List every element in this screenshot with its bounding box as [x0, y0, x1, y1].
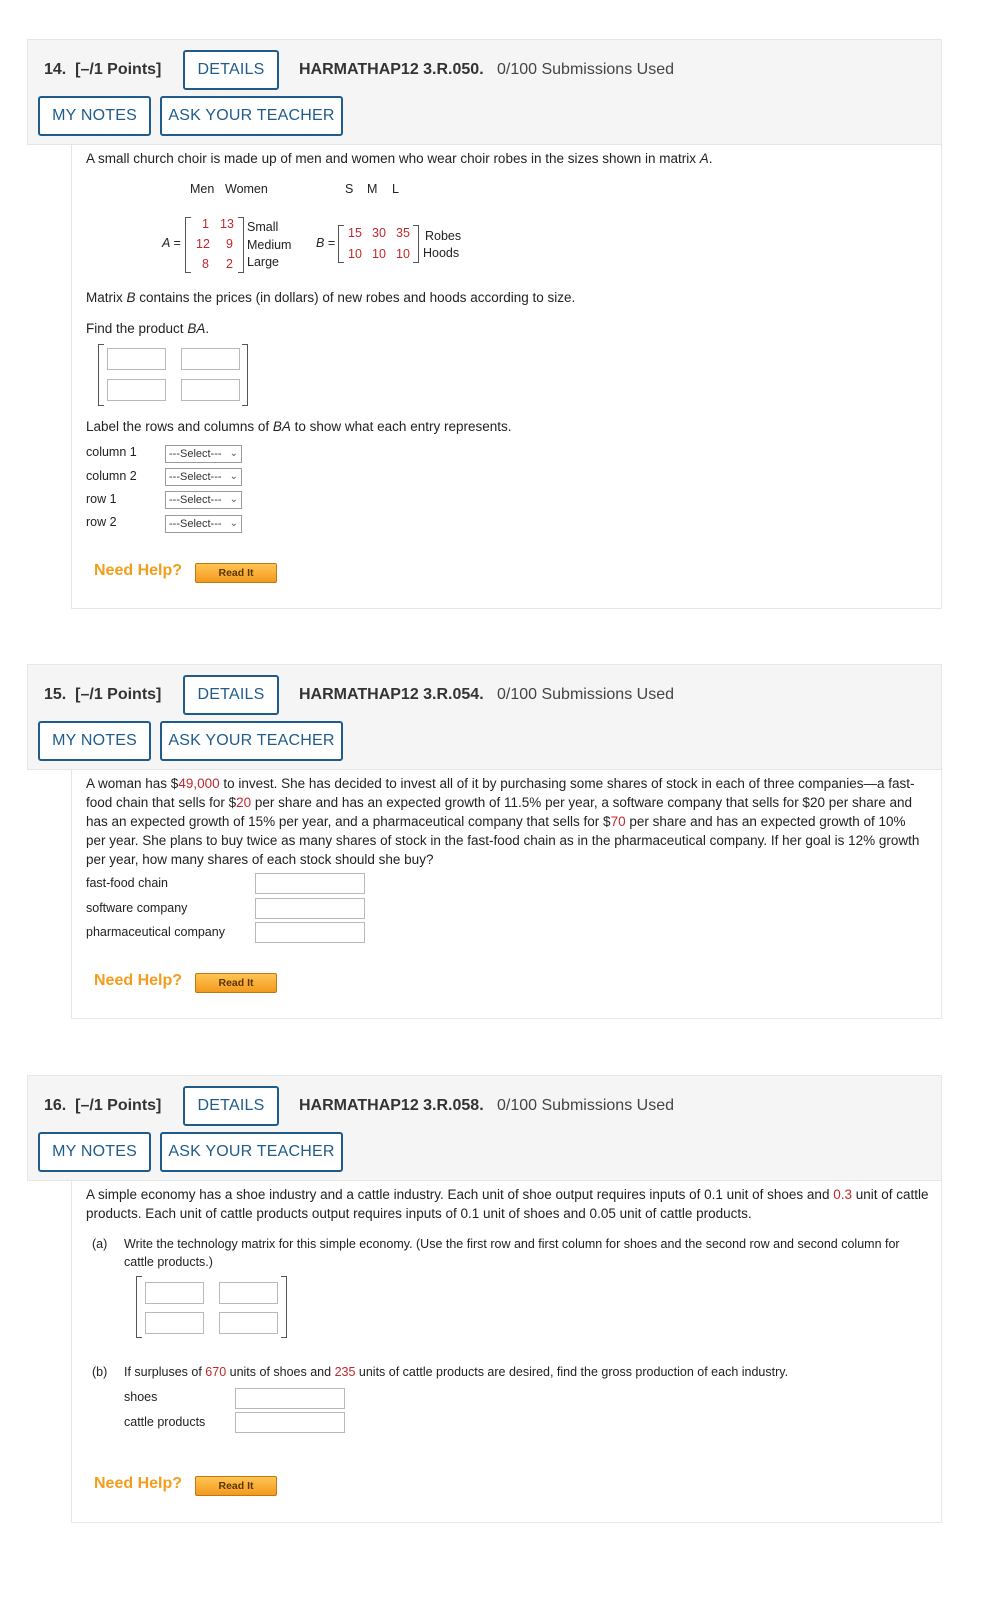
q15-my-notes-button[interactable]: MY NOTES: [38, 721, 151, 761]
matrix-a-col-men: Men: [190, 182, 215, 196]
matrix-a-cell: 2: [226, 257, 233, 271]
matrix-a-cell: 9: [226, 237, 233, 251]
q15-need-help: Need Help?: [94, 972, 183, 989]
q15-body: [71, 770, 942, 1019]
q14-label-prefix: Label the rows and columns of: [86, 419, 273, 434]
q14-body: [71, 145, 942, 609]
q14-label-var: BA: [272, 419, 291, 434]
q14-label-text: [86, 417, 512, 436]
part-b-label: (b): [92, 1365, 108, 1379]
matrix-b-col-s: S: [345, 182, 354, 196]
part-b-cattle-surplus: 235: [334, 1365, 356, 1379]
q16-number: [44, 1097, 161, 1115]
q14-intro-suffix: .: [708, 151, 713, 166]
q14-details-button[interactable]: DETAILS: [183, 50, 279, 90]
q16-submissions: 0/100 Submissions Used: [497, 1097, 674, 1114]
matrix-a-left-bracket: [185, 217, 191, 273]
ba-input-r2c1[interactable]: [107, 379, 166, 401]
part-b-text-1: If surpluses of: [124, 1365, 206, 1379]
matrix-a-row-large: Large: [247, 255, 279, 269]
ba-right-bracket: [242, 344, 248, 406]
matrix-b-right-bracket: [413, 225, 419, 263]
part-a-text: Write the technology matrix for this simple economy. (Use the first row and first column for shoes and the second row and second column for cattle products.): [124, 1237, 900, 1269]
matrix-b-left-bracket: [338, 225, 344, 263]
q15-problem-text: [86, 774, 926, 869]
q15-price-1: 20: [236, 795, 252, 810]
matrix-b-cell: 10: [372, 247, 386, 261]
q14-intro: [86, 149, 713, 168]
matrix-b-cell: 10: [396, 247, 410, 261]
matrix-b-cell: 10: [348, 247, 362, 261]
select-row-2[interactable]: [165, 515, 242, 533]
label-column-1: column 1: [86, 445, 137, 459]
q14-intro-var: A: [699, 151, 709, 166]
chevron-down-icon: ⌄: [229, 471, 238, 482]
q16-text-1: A simple economy has a shoe industry and a cattle industry. Each unit of shoe output requires inputs of 0.1 unit of shoes and: [86, 1187, 834, 1202]
matrix-b-label: B =: [316, 236, 336, 250]
label-row-2: row 2: [86, 515, 117, 529]
select-column-2[interactable]: [165, 468, 242, 486]
label-software: software company: [86, 901, 188, 915]
q15-header: [27, 664, 942, 770]
q16-number-text: 16.: [44, 1097, 67, 1114]
tech-matrix-left-bracket: [136, 1276, 142, 1338]
q14-matrix-b-text: [86, 288, 575, 307]
label-fast-food: fast-food chain: [86, 876, 168, 890]
q14-points: [–/1 Points]: [75, 61, 162, 78]
select-column-1-value: ---Select---: [169, 448, 222, 460]
q14-find-prefix: Find the product: [86, 321, 188, 336]
matrix-a-col-women: Women: [225, 182, 268, 196]
q16-header: [27, 1075, 942, 1181]
q15-number: [44, 686, 161, 704]
label-pharmaceutical: pharmaceutical company: [86, 925, 225, 939]
q14-b-var: B: [126, 290, 136, 305]
matrix-b-cell: 15: [348, 226, 362, 240]
label-row-1: row 1: [86, 492, 117, 506]
q16-my-notes-button[interactable]: MY NOTES: [38, 1132, 151, 1172]
q14-code: HARMATHAP12 3.R.050.: [299, 61, 484, 78]
q14-need-help: Need Help?: [94, 562, 183, 579]
ba-input-r1c1[interactable]: [107, 348, 166, 370]
tech-input-r2c2[interactable]: [219, 1312, 278, 1334]
matrix-a-label: A =: [162, 236, 181, 250]
matrix-a-right-bracket: [238, 217, 244, 273]
select-row-1[interactable]: [165, 491, 242, 509]
q16-red-value: 0.3: [833, 1187, 852, 1202]
cattle-products-input[interactable]: [235, 1412, 345, 1433]
chevron-down-icon: ⌄: [229, 448, 238, 459]
q14-find-text: [86, 319, 209, 338]
part-b-text: [124, 1363, 929, 1382]
pharmaceutical-input[interactable]: [255, 922, 365, 943]
part-b-shoes-surplus: 670: [205, 1365, 227, 1379]
select-column-1[interactable]: [165, 445, 242, 463]
q14-find-var: BA: [187, 321, 206, 336]
tech-matrix-right-bracket: [281, 1276, 287, 1338]
q15-text-2: to invest. She has decided to invest all of it by purchasing some shares of stock in each of three companies—a fast-food chain that sells for $: [86, 776, 915, 810]
matrix-a-cell: 12: [196, 237, 210, 251]
q16-read-it-button[interactable]: Read It: [195, 1476, 277, 1496]
tech-input-r2c1[interactable]: [145, 1312, 204, 1334]
software-input[interactable]: [255, 898, 365, 919]
q14-find-suffix: .: [205, 321, 210, 336]
fast-food-input[interactable]: [255, 873, 365, 894]
chevron-down-icon: ⌄: [229, 518, 238, 529]
tech-input-r1c1[interactable]: [145, 1282, 204, 1304]
q15-ask-teacher-button[interactable]: ASK YOUR TEACHER: [160, 721, 343, 761]
q15-text-4: per share and has an expected growth of 10% per year. She plans to buy twice as many shares of stock in the fast-food chain as in the pharmaceutical company. If her goal is 12% growth per year, how many shares of each stock should she buy?: [86, 814, 920, 867]
select-row-1-value: ---Select---: [169, 494, 222, 506]
q16-ask-teacher-button[interactable]: ASK YOUR TEACHER: [160, 1132, 343, 1172]
shoes-input[interactable]: [235, 1388, 345, 1409]
q15-points: [–/1 Points]: [75, 686, 162, 703]
q14-number-text: 14.: [44, 61, 67, 78]
ba-left-bracket: [98, 344, 104, 406]
q15-amount: 49,000: [178, 776, 220, 791]
q15-submissions: 0/100 Submissions Used: [497, 686, 674, 703]
q16-text-2: unit of cattle products. Each unit of cattle products output requires inputs of 0.1 unit of shoes and 0.05 unit of cattle products.: [86, 1187, 929, 1221]
q16-details-button[interactable]: DETAILS: [183, 1086, 279, 1126]
q15-text-3: per share and has an expected growth of 11.5% per year, a software company that sells for $20 per share and has an expected growth of 15% per year, and a pharmaceutical company that sells for $: [86, 795, 913, 829]
q14-read-it-button[interactable]: Read It: [195, 563, 277, 583]
matrix-a-cell: 8: [202, 257, 209, 271]
q14-intro-text: A small church choir is made up of men and women who wear choir robes in the sizes shown in matrix: [86, 151, 700, 166]
part-b-text-3: units of cattle products are desired, find the gross production of each industry.: [355, 1365, 789, 1379]
label-column-2: column 2: [86, 469, 137, 483]
q16-need-help: Need Help?: [94, 1475, 183, 1492]
q15-number-text: 15.: [44, 686, 67, 703]
q16-code: HARMATHAP12 3.R.058.: [299, 1097, 484, 1114]
q15-read-it-button[interactable]: Read It: [195, 973, 277, 993]
q14-b-suffix: contains the prices (in dollars) of new robes and hoods according to size.: [135, 290, 576, 305]
q14-b-prefix: Matrix: [86, 290, 127, 305]
q14-ask-teacher-button[interactable]: ASK YOUR TEACHER: [160, 96, 343, 136]
q15-text-1: A woman has $: [86, 776, 179, 791]
matrix-a-cell: 13: [220, 217, 234, 231]
part-b-text-2: units of shoes and: [226, 1365, 335, 1379]
label-shoes: shoes: [124, 1390, 158, 1404]
label-cattle-products: cattle products: [124, 1415, 206, 1429]
matrix-b-row-robes: Robes: [425, 229, 462, 243]
matrix-b-cell: 35: [396, 226, 410, 240]
select-column-2-value: ---Select---: [169, 471, 222, 483]
q16-body: [71, 1181, 942, 1523]
q16-problem-text: [86, 1185, 931, 1223]
matrix-a-row-medium: Medium: [247, 238, 292, 252]
q14-header: [27, 39, 942, 145]
q14-submissions: 0/100 Submissions Used: [497, 61, 674, 78]
matrix-b-col-l: L: [392, 182, 399, 196]
q14-my-notes-button[interactable]: MY NOTES: [38, 96, 151, 136]
matrix-b-cell: 30: [372, 226, 386, 240]
ba-input-r1c2[interactable]: [181, 348, 240, 370]
select-row-2-value: ---Select---: [169, 518, 222, 530]
matrix-a-cell: 1: [202, 217, 209, 231]
chevron-down-icon: ⌄: [229, 494, 238, 505]
q15-details-button[interactable]: DETAILS: [183, 675, 279, 715]
tech-input-r1c2[interactable]: [219, 1282, 278, 1304]
matrix-a-row-small: Small: [247, 220, 279, 234]
q14-label-suffix: to show what each entry represents.: [290, 419, 512, 434]
matrix-b-row-hoods: Hoods: [423, 246, 460, 260]
matrix-b-col-m: M: [367, 182, 378, 196]
q15-price-3: 70: [610, 814, 626, 829]
q15-code: HARMATHAP12 3.R.054.: [299, 686, 484, 703]
ba-input-r2c2[interactable]: [181, 379, 240, 401]
part-a-label: (a): [92, 1237, 108, 1251]
q16-points: [–/1 Points]: [75, 1097, 162, 1114]
q14-number: [44, 61, 161, 79]
